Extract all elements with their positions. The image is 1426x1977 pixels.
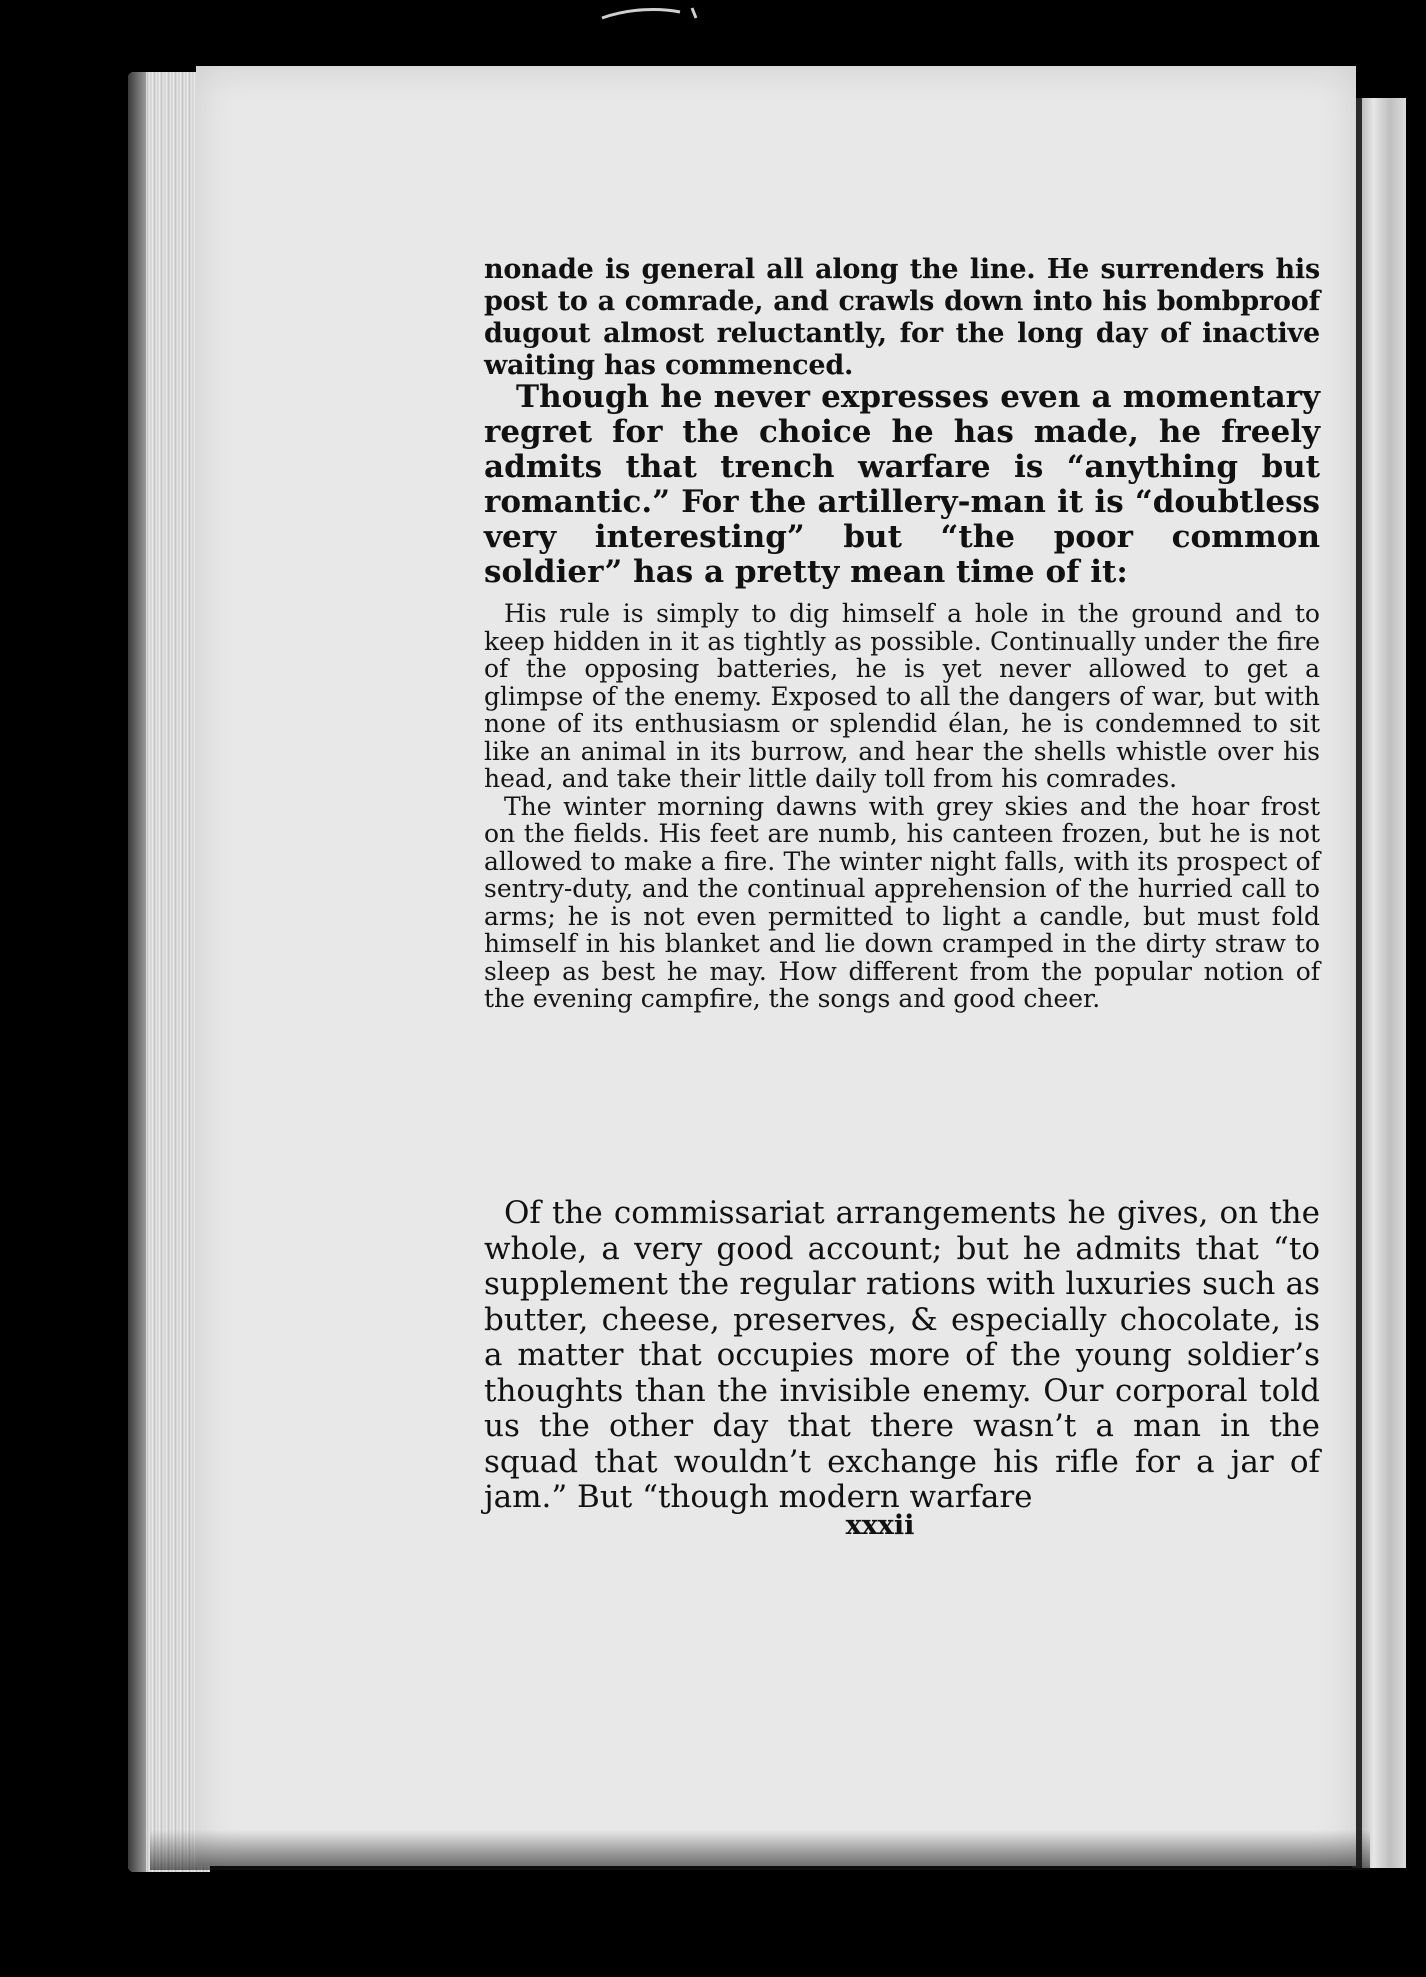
page-bottom-shadow [150,1830,1370,1870]
paragraph-text: nonade is general all along the line. He surrenders his post to a comrade, and crawls down into his bombproof dugout almost reluctantly, for the long day of inactive waiting has commenced. [484,254,1320,381]
quote-paragraph: The winter morning dawns with grey skies and the hoar frost on the fields. His feet are numb, his canteen frozen, but he is not allowed to make a fire. The winter night falls, with its prospect of sentry-duty, and the continual apprehension of the hurried call to arms; he is not even permitted to light a candle, but must fold himself in his blanket and lie down cramped in the dirty straw to sleep as best he may. How different from the popular notion of the evening campfire, the songs and good cheer. [484,791,1320,1013]
quote-paragraph: His rule is simply to dig himself a hole in the ground and to keep hidden in it as tightly as possible. Continually under the fire of the opposing batteries, he is yet never allowed to get a glimpse of the enemy. Exposed to all the dangers of war, but with none of its enthusiasm or splendid élan, he is condemned to sit like an animal in its burrow, and hear the shells whistle over his head, and take their little daily toll from his comrades. [484,599,1320,793]
paragraph-text: Of the commissariat arrangements he gives, on the whole, a very good account; but he admits that “to supplement the regular rations with luxuries such as butter, cheese, preserves, & especially chocolate, is a matter that occupies more of the young soldier’s thoughts than the invisible enemy. Our corporal told us the other day that there wasn’t a man in the squad that wouldn’t exchange his rifle for a jar of jam.” But “though modern warfare [484,1195,1320,1515]
facing-page-edge [1352,98,1406,1868]
page-number: xxxii [845,1510,915,1541]
block-quote [484,600,1320,1013]
paragraph-commissariat [484,1196,1320,1516]
scan-artifact-mark [600,6,710,20]
paragraph-continuation [484,254,1320,382]
paragraph-text: Though he never expresses even a momentary regret for the choice he has made, he freely admits that trench warfare is “anything but romantic.” For the artillery-man it is “doubtless very interesting” but “the poor common soldier” has a pretty mean time of it: [484,379,1320,590]
paragraph-trench-warfare [484,380,1320,590]
